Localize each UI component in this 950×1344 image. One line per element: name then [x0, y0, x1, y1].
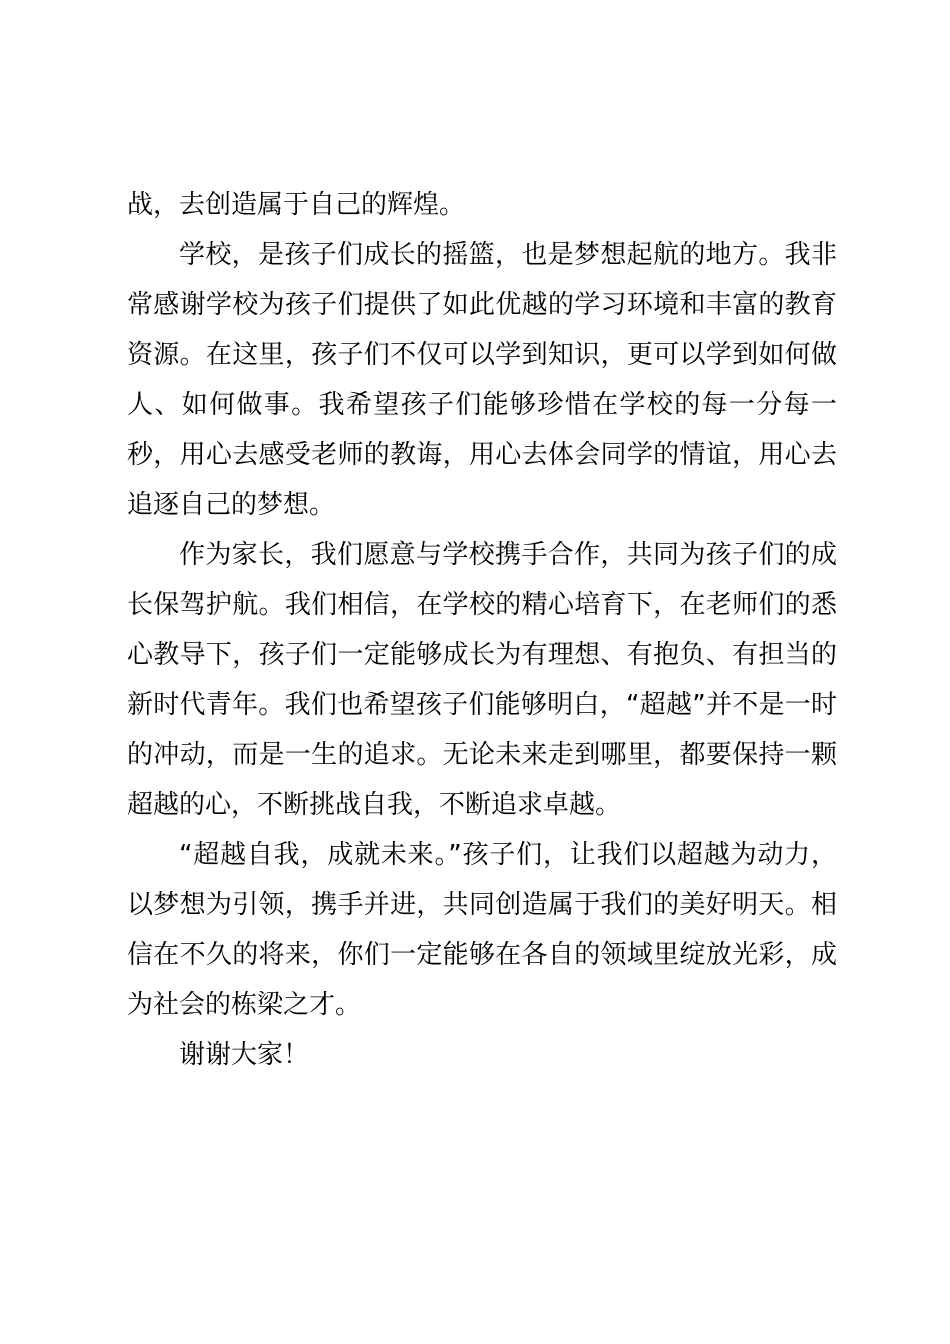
paragraph-school: 学校，是孩子们成长的摇篮，也是梦想起航的地方。我非常感谢学校为孩子们提供了如此优越的学习环境和丰富的教育资源。在这里，孩子们不仅可以学到知识，更可以学到如何做人、如何做事。我希望孩子们能够珍惜在学校的每一分每一秒，用心去感受老师的教诲，用心去体会同学的情谊，用心去追逐自己的梦想。 — [127, 240, 837, 520]
paragraph-parents: 作为家长，我们愿意与学校携手合作，共同为孩子们的成长保驾护航。我们相信，在学校的精心培育下，在老师们的悉心教导下，孩子们一定能够成长为有理想、有抱负、有担当的新时代青年。我们也希望孩子们能够明白，“超越”并不是一时的冲动，而是一生的追求。无论未来走到哪里，都要保持一颗超越的心，不断挑战自我，不断追求卓越。 — [127, 540, 837, 820]
paragraph-motto: “超越自我，成就未来。”孩子们，让我们以超越为动力，以梦想为引领，携手并进，共同创造属于我们的美好明天。相信在不久的将来，你们一定能够在各自的领域里绽放光彩，成为社会的栋梁之才。 — [127, 840, 837, 1020]
paragraph-thanks: 谢谢大家！ — [179, 1040, 310, 1070]
paragraph-continuation: 战，去创造属于自己的辉煌。 — [127, 190, 466, 220]
document-body — [127, 180, 837, 1080]
